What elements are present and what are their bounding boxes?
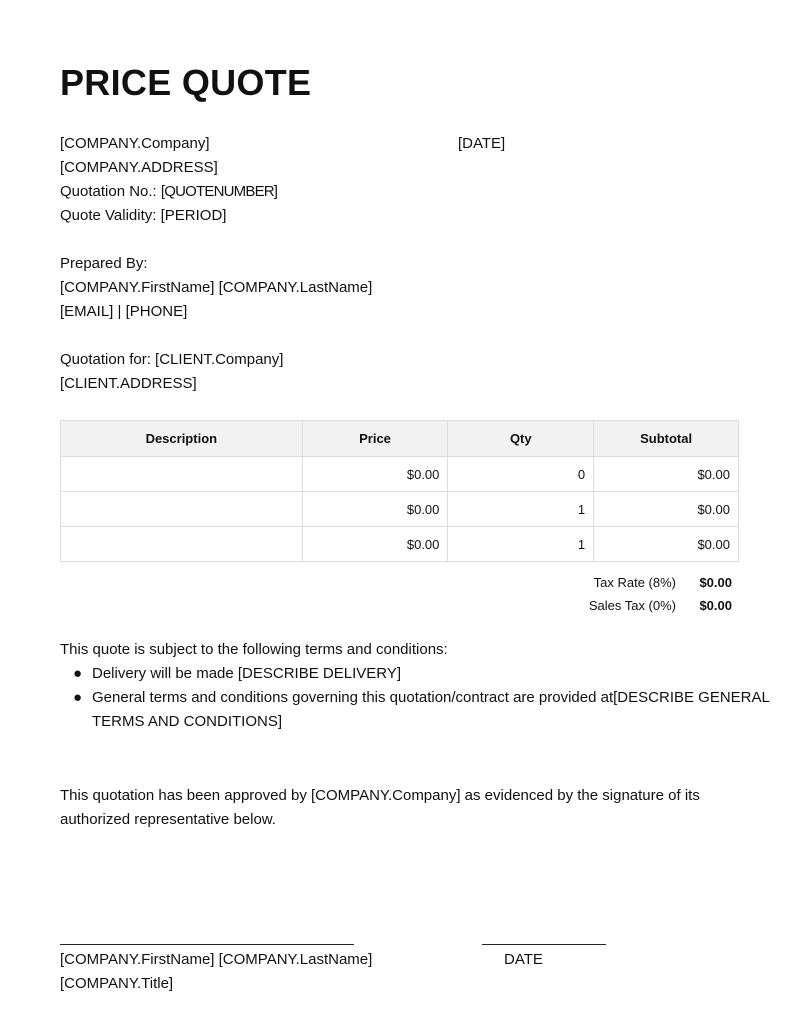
term-text: General terms and conditions governing this quotation/contract are provided at[DESCRIBE GENERAL TERMS AND CONDITIONS] xyxy=(92,689,770,730)
row-price: $0.00 xyxy=(302,492,448,527)
sales-tax-label: Sales Tax (0%) xyxy=(588,598,676,613)
row-description xyxy=(61,492,303,527)
table-row xyxy=(61,527,739,562)
header-description: Description xyxy=(61,421,303,457)
quotation-number-label: Quotation No.: xyxy=(60,183,157,200)
company-name: [COMPANY.Company] xyxy=(60,135,210,152)
row-subtotal: $0.00 xyxy=(594,527,739,562)
header-qty: Qty xyxy=(448,421,594,457)
header-price: Price xyxy=(302,421,448,457)
sales-tax-row xyxy=(589,597,732,615)
approval-statement: This quotation has been approved by [COMPANY.Company] as evidenced by the signature of its authorized representative below. xyxy=(60,787,700,828)
bullet-icon: ● xyxy=(73,665,83,682)
row-qty: 0 xyxy=(448,457,594,492)
table-header-row xyxy=(61,421,739,457)
prepared-by-contact: [EMAIL] | [PHONE] xyxy=(60,303,188,320)
tax-rate-value: $0.00 xyxy=(699,575,732,590)
table-row xyxy=(61,492,739,527)
page-title: PRICE QUOTE xyxy=(60,62,312,103)
quote-date: [DATE] xyxy=(458,135,506,152)
client-address: [CLIENT.ADDRESS] xyxy=(60,375,197,392)
tax-rate-row xyxy=(594,574,732,592)
row-description xyxy=(61,527,303,562)
sales-tax-value: $0.00 xyxy=(699,598,732,613)
row-qty: 1 xyxy=(448,527,594,562)
signature-date-label: DATE xyxy=(504,951,543,968)
quote-validity: Quote Validity: [PERIOD] xyxy=(60,207,227,224)
quotation-number-value: [QUOTENUMBER] xyxy=(160,183,278,200)
table-row xyxy=(61,457,739,492)
row-qty: 1 xyxy=(448,492,594,527)
row-price: $0.00 xyxy=(302,457,448,492)
signatory-title: [COMPANY.Title] xyxy=(60,975,174,992)
terms-intro: This quote is subject to the following terms and conditions: xyxy=(60,641,448,658)
term-text: Delivery will be made [DESCRIBE DELIVERY] xyxy=(92,665,401,682)
header-subtotal: Subtotal xyxy=(594,421,739,457)
list-item xyxy=(73,662,772,686)
company-address: [COMPANY.ADDRESS] xyxy=(60,159,218,176)
quote-table xyxy=(60,420,739,562)
quotation-for: Quotation for: [CLIENT.Company] xyxy=(60,351,284,368)
terms-list xyxy=(60,662,772,734)
signature-line xyxy=(60,944,354,945)
quotation-number xyxy=(60,182,277,202)
row-subtotal: $0.00 xyxy=(594,457,739,492)
row-subtotal: $0.00 xyxy=(594,492,739,527)
row-price: $0.00 xyxy=(302,527,448,562)
row-description xyxy=(61,457,303,492)
prepared-by-name: [COMPANY.FirstName] [COMPANY.LastName] xyxy=(60,279,373,296)
date-signature-line xyxy=(482,944,606,945)
list-item xyxy=(73,686,772,734)
prepared-by-label: Prepared By: xyxy=(60,255,148,272)
signatory-name: [COMPANY.FirstName] [COMPANY.LastName] xyxy=(60,951,373,968)
tax-rate-label: Tax Rate (8%) xyxy=(593,575,676,590)
bullet-icon: ● xyxy=(73,689,83,706)
